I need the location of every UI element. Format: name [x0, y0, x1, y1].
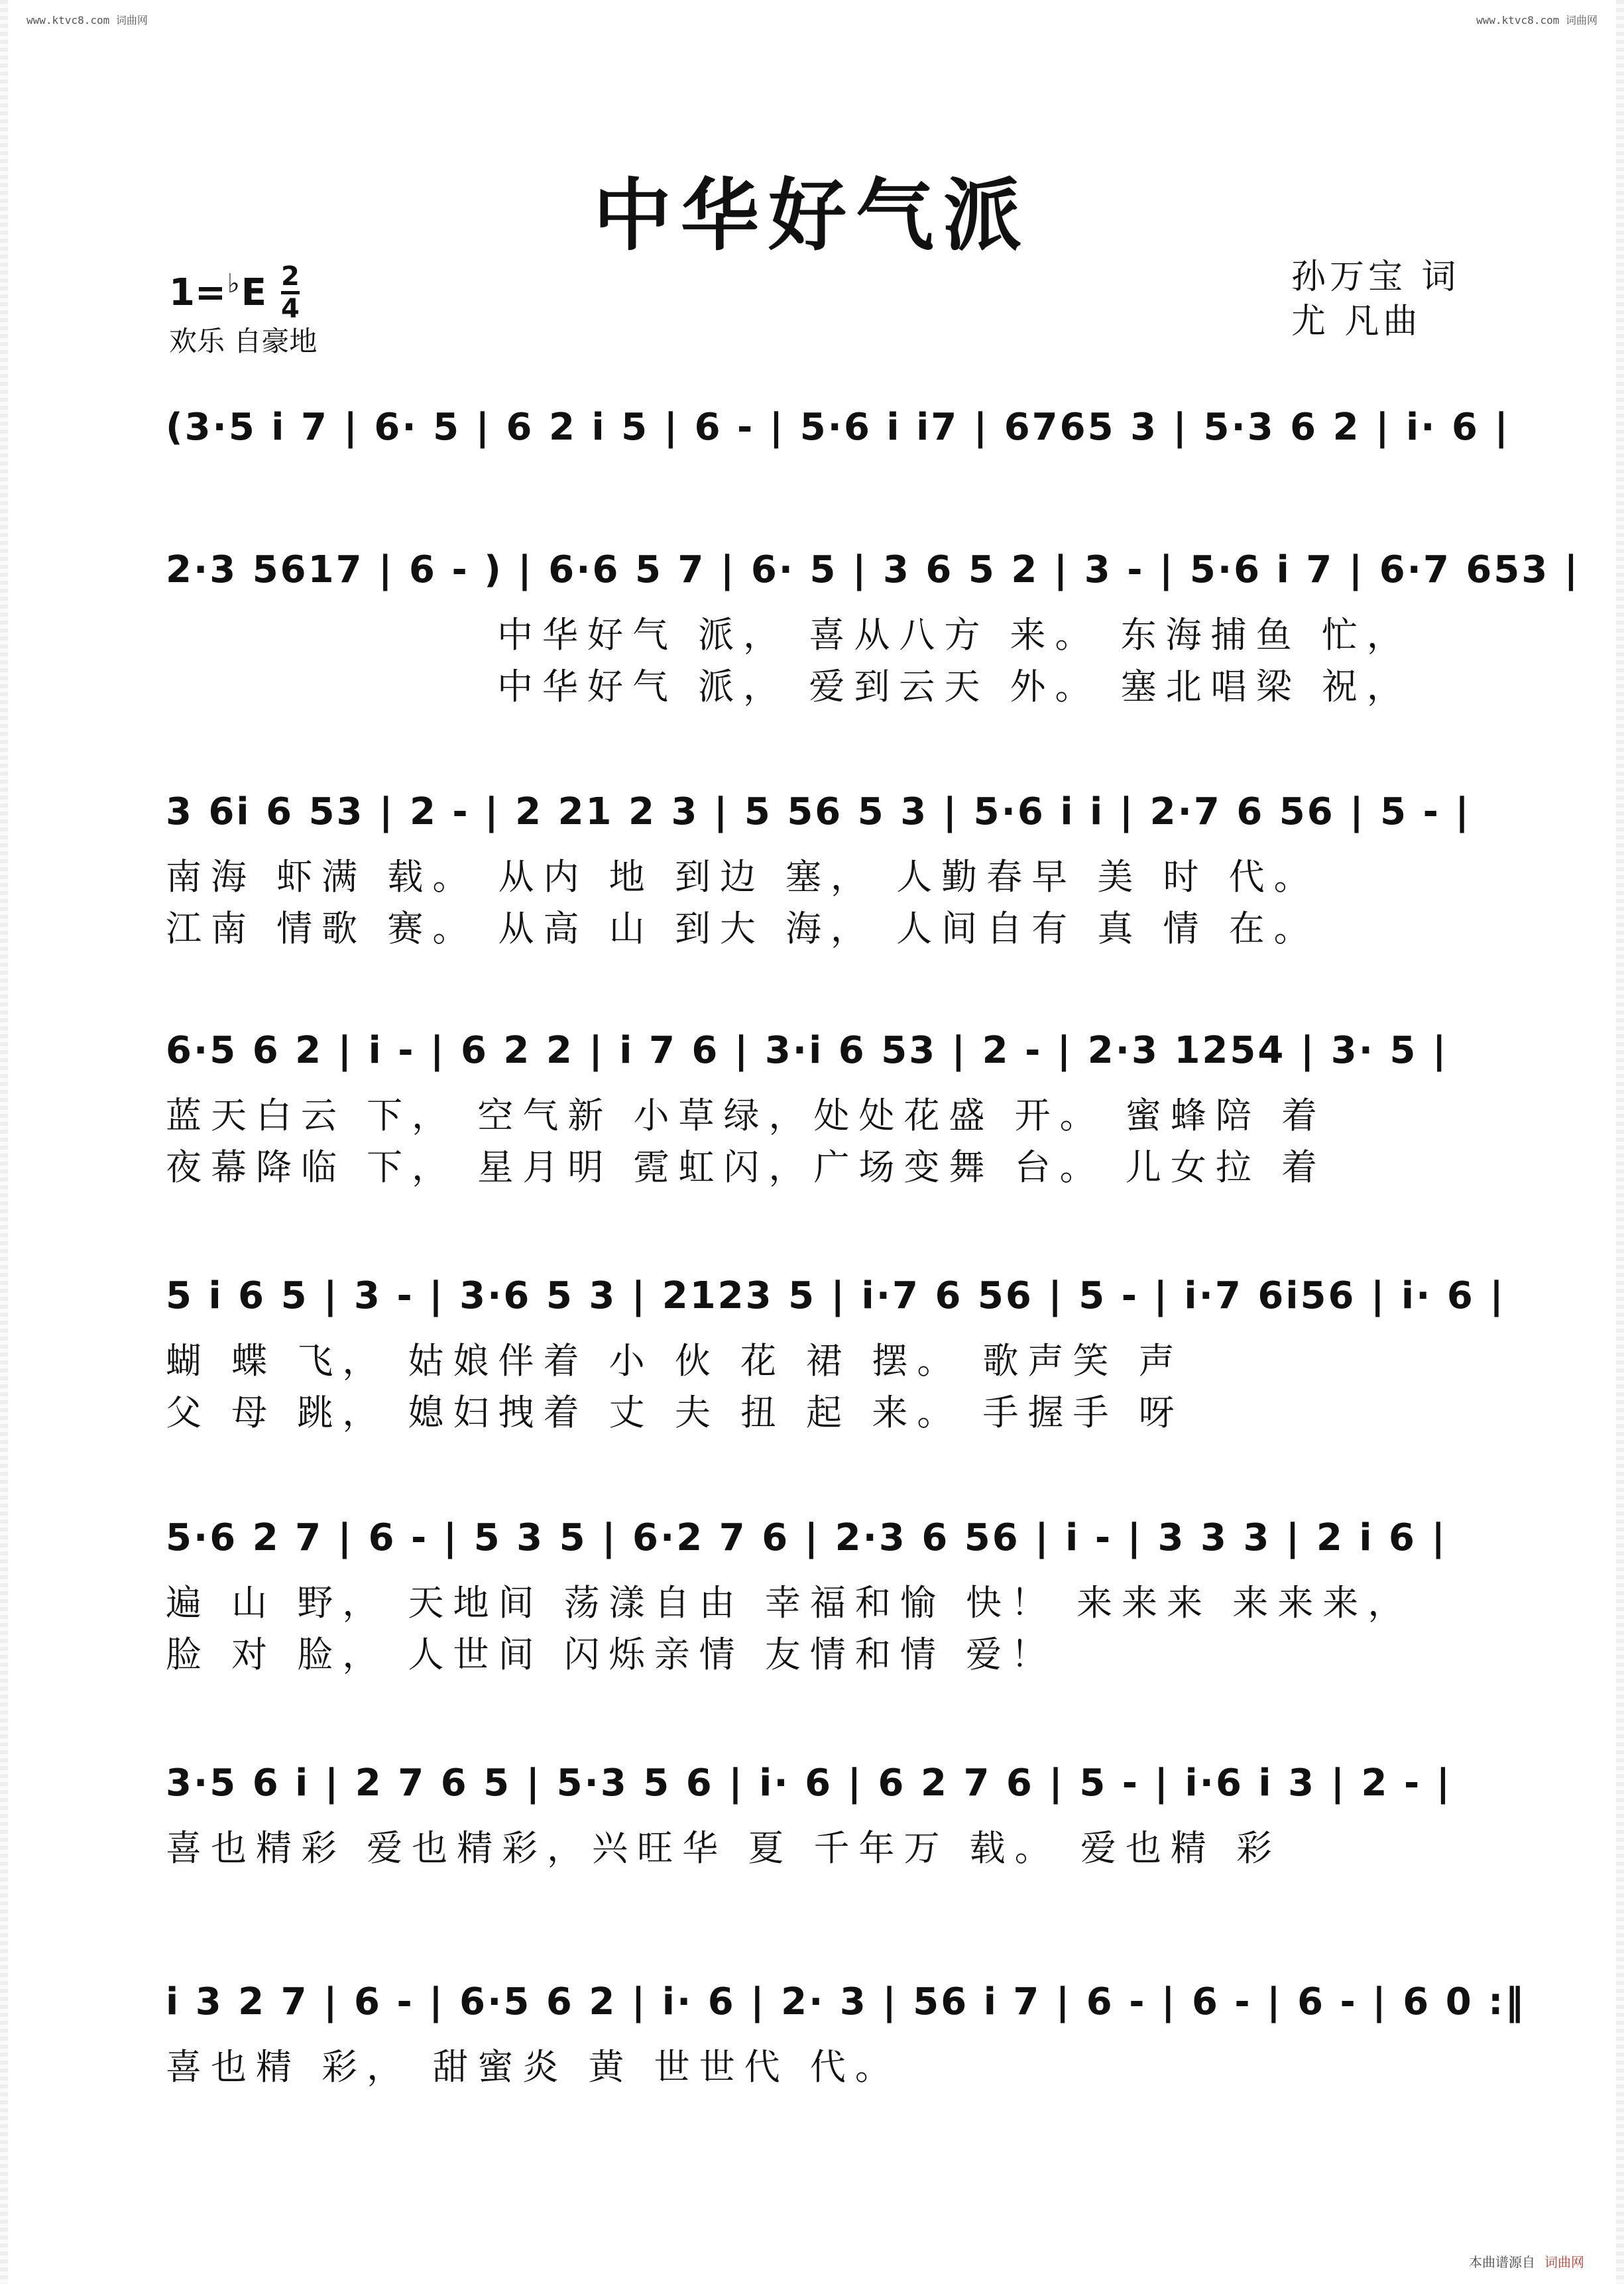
notation-line: 2·3 5617 | 6 - ) | 6·6 5 7 | 6· 5 | 3 6 5 2 | 3 - | 5·6 i 7 | 6·7 653 | [166, 548, 1580, 591]
lyric-verse-2: 夜幕降临 下， 星月明 霓虹闪，广场变舞 台。 儿女拉 着 [166, 1146, 1326, 1188]
header-watermark-right: www.ktvc8.com 词曲网 [1476, 14, 1597, 27]
right-margin-strip [1616, 0, 1624, 2284]
lyric-verse-2: 脸 对 脸， 人世间 闪烁亲情 友情和情 爱！ [166, 1634, 1056, 1675]
footer-site-logo[interactable]: 词曲网 [1544, 2254, 1584, 2270]
lyric-verse-1: 中华好气 派， 喜从八方 来。 东海捕鱼 忙， [497, 614, 1412, 656]
key-signature [169, 262, 300, 324]
lyric-verse-1: 喜也精彩 爱也精彩，兴旺华 夏 千年万 载。 爱也精 彩 [166, 1827, 1281, 1869]
notation-line: 3 6i 6 53 | 2 - | 2 21 2 3 | 5 56 5 3 | 5·6 i i | 2·7 6 56 | 5 - | [166, 790, 1471, 833]
lyric-verse-1: 喜也精 彩， 甜蜜炎 黄 世世代 代。 [166, 2046, 900, 2088]
lyric-verse-2: 中华好气 派， 爱到云天 外。 塞北唱梁 祝， [497, 666, 1412, 707]
notation-line: 3·5 6 i | 2 7 6 5 | 5·3 5 6 | i· 6 | 6 2 7 6 | 5 - | i·6 i 3 | 2 - | [166, 1762, 1452, 1805]
tempo-marking: 欢乐 自豪地 [169, 325, 318, 357]
time-signature [281, 262, 300, 324]
notation-line: i 3 2 7 | 6 - | 6·5 6 2 | i· 6 | 2· 3 | 56 i 7 | 6 - | 6 - | 6 - | 6 0 :‖ [166, 1980, 1526, 2023]
lyric-verse-2: 江南 情歌 赛。 从高 山 到大 海， 人间自有 真 情 在。 [166, 908, 1319, 949]
notation-line: 5·6 2 7 | 6 - | 5 3 5 | 6·2 7 6 | 2·3 6 56 | i - | 3 3 3 | 2 i 6 | [166, 1516, 1447, 1559]
song-title: 中华好气派 [593, 170, 1031, 261]
time-top: 2 [281, 262, 300, 294]
notation-line: 5 i 6 5 | 3 - | 3·6 5 3 | 2123 5 | i·7 6 56 | 5 - | i·7 6i56 | i· 6 | [166, 1274, 1505, 1317]
left-margin-strip [0, 0, 8, 2284]
lyric-verse-1: 南海 虾满 载。 从内 地 到边 塞， 人勤春早 美 时 代。 [166, 856, 1319, 898]
lyric-verse-1: 蝴 蝶 飞， 姑娘伴着 小 伙 花 裙 摆。 歌声笑 声 [166, 1340, 1184, 1382]
flat-sign: ♭ [227, 268, 240, 299]
key-prefix: 1= [169, 271, 226, 314]
footer-source: 本曲谱源自 [1469, 2254, 1535, 2270]
lyric-verse-1: 蓝天白云 下， 空气新 小草绿，处处花盛 开。 蜜蜂陪 着 [166, 1095, 1326, 1136]
lyric-verse-1: 遍 山 野， 天地间 荡漾自由 幸福和愉 快！ 来来来 来来来， [166, 1582, 1413, 1624]
composer-credit: 尤 凡曲 [1291, 302, 1422, 341]
lyricist-credit: 孙万宝 词 [1291, 257, 1460, 297]
lyric-verse-2: 父 母 跳， 媳妇拽着 丈 夫 扭 起 来。 手握手 呀 [166, 1392, 1184, 1433]
footer-credit [1469, 2252, 1584, 2271]
notation-line: (3·5 i 7 | 6· 5 | 6 2 i 5 | 6 - | 5·6 i i7 | 6765 3 | 5·3 6 2 | i· 6 | [166, 406, 1510, 449]
header-watermark-left: www.ktvc8.com 词曲网 [27, 14, 148, 27]
time-bottom: 4 [281, 294, 300, 324]
key-note: E [241, 271, 267, 314]
notation-line: 6·5 6 2 | i - | 6 2 2 | i 7 6 | 3·i 6 53 | 2 - | 2·3 1254 | 3· 5 | [166, 1029, 1448, 1072]
